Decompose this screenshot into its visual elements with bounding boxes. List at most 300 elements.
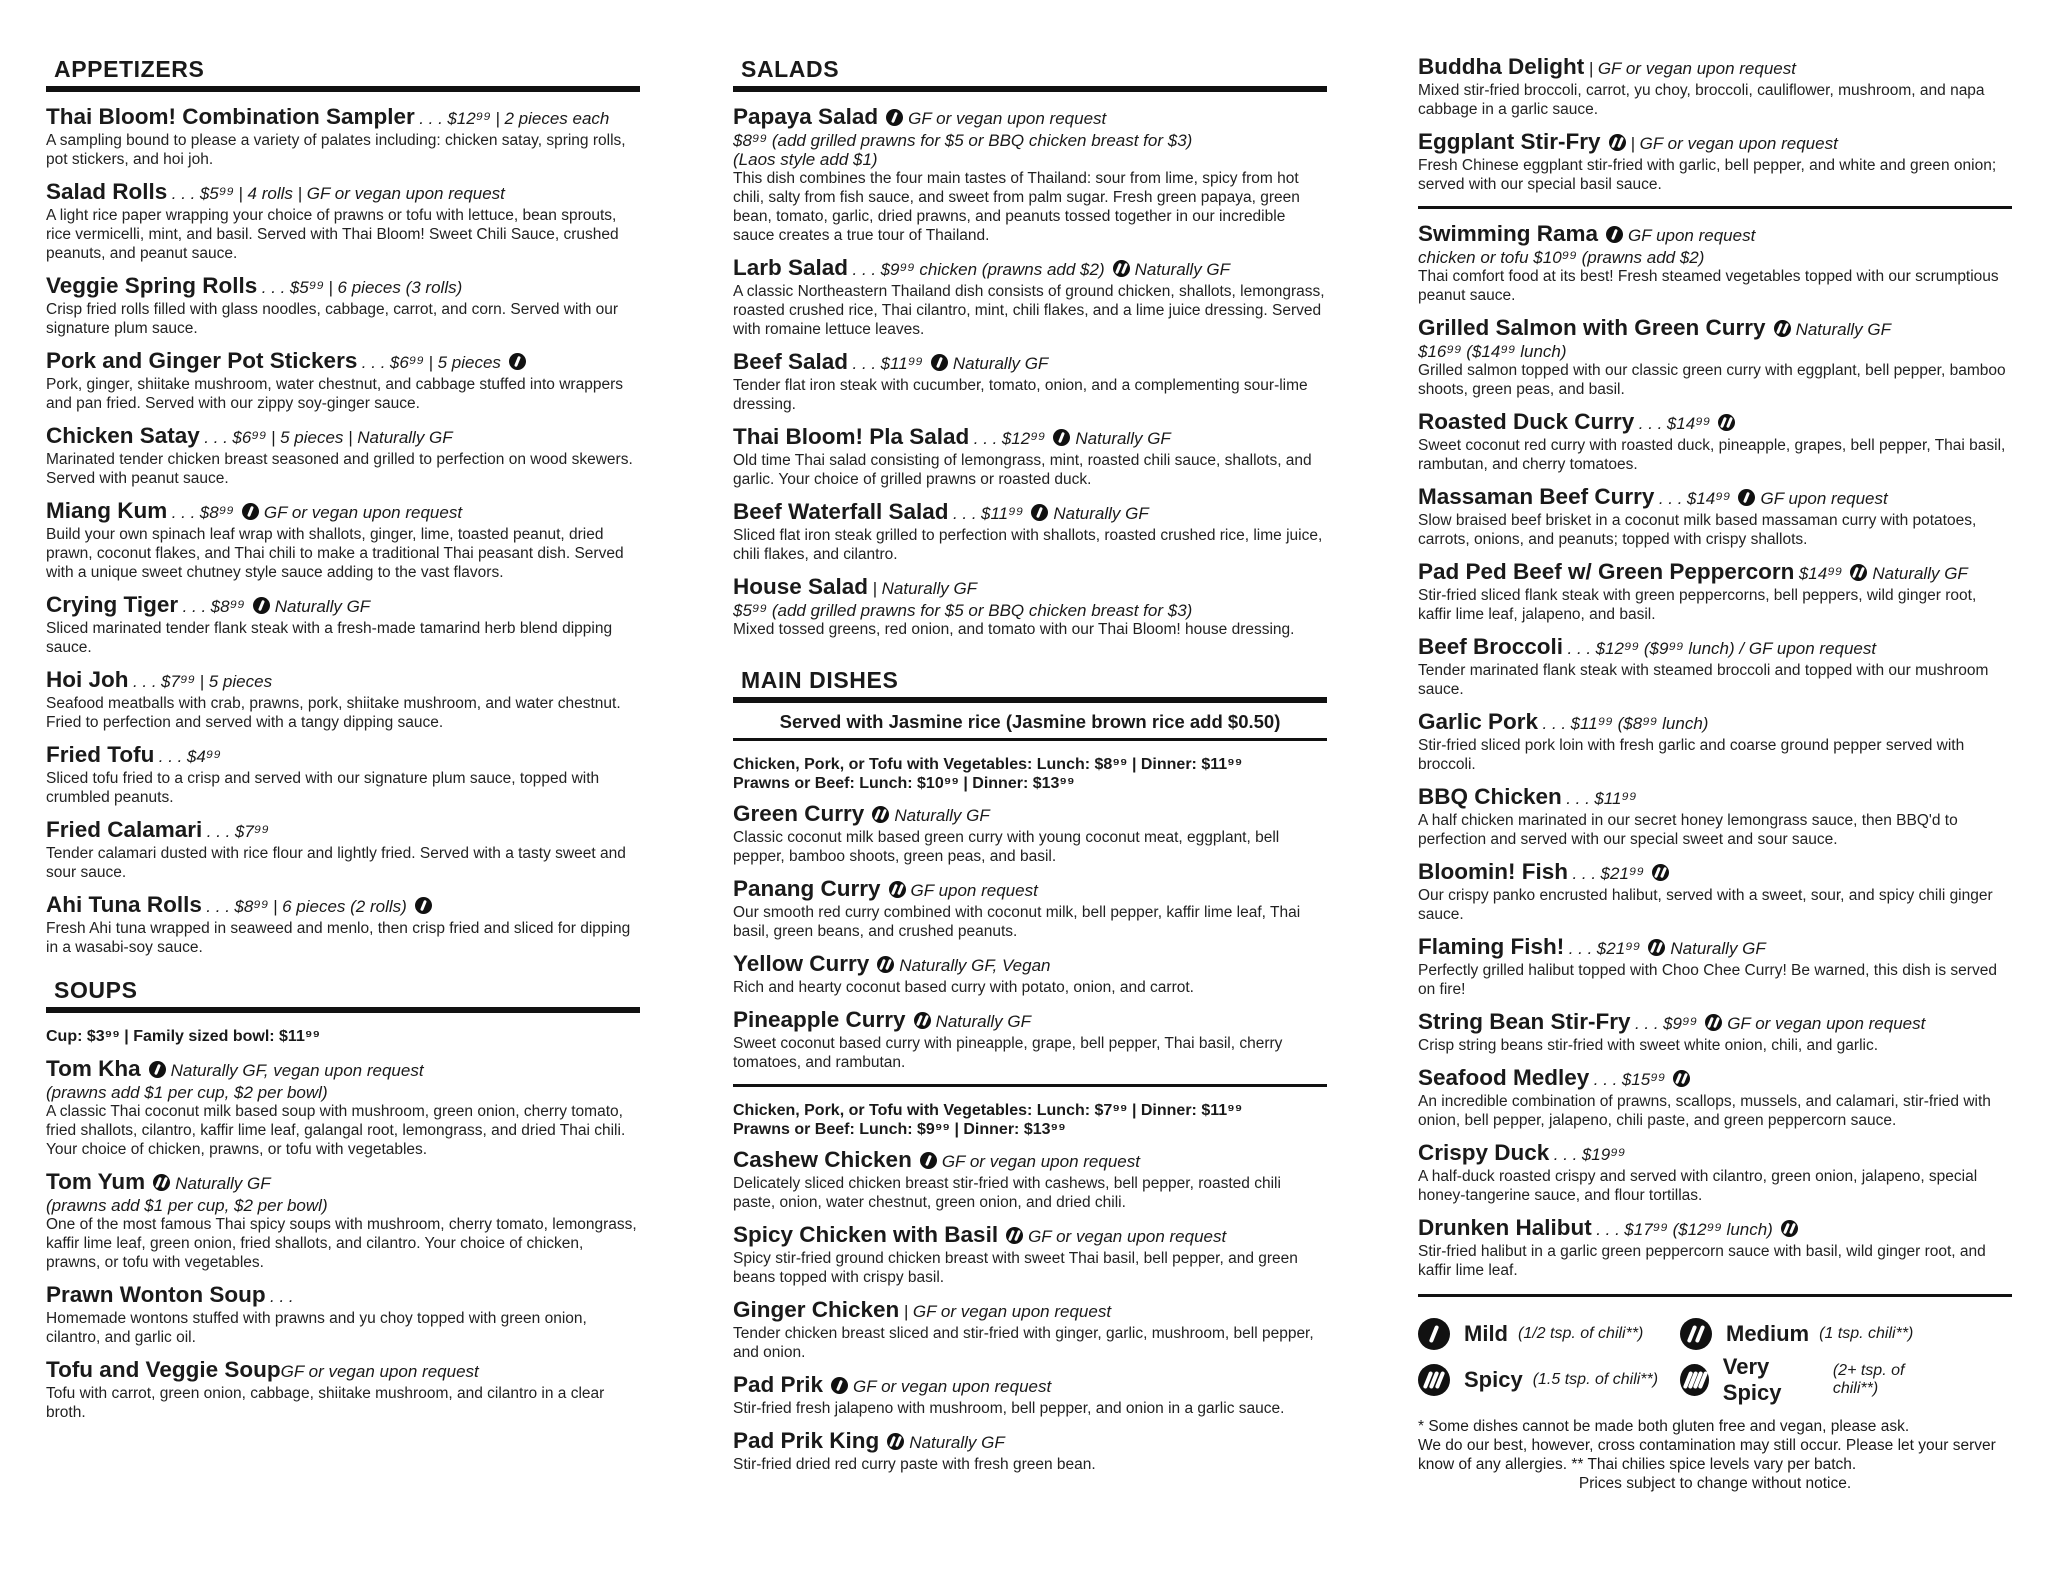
menu-item-description: Homemade wontons stuffed with prawns and yu choy topped with green onion, cilantro, and garlic oil. (46, 1310, 587, 1346)
menu-item-dots: . . . (132, 672, 157, 691)
menu-item (46, 181, 640, 263)
menu-item-meta: | 5 pieces (199, 672, 273, 691)
menu-item-price: $19⁹⁹ (1581, 1145, 1626, 1164)
menu-item-header (1418, 561, 2012, 586)
menu-item-price: $6⁹⁹ (389, 353, 424, 372)
menu-item-dietary: GF or vegan upon request (908, 109, 1107, 128)
vegetarian-list (1418, 56, 2012, 194)
section-heading-main-dishes: MAIN DISHES (733, 667, 1327, 703)
menu-item-name: Tom Kha (46, 1056, 141, 1081)
menu-item-meta: | GF or vegan upon request (903, 1302, 1112, 1321)
menu-item-description: Sliced tofu fried to a crisp and served with our signature plum sauce, topped with crumbled peanuts. (46, 770, 600, 806)
menu-item-description: Crisp fried rolls filled with glass noodles, cabbage, carrot, and corn. Served with our signature plum sauce. (46, 301, 619, 337)
menu-item (733, 1374, 1327, 1418)
menu-item-header (46, 350, 640, 375)
menu-item (1418, 411, 2012, 474)
legend-label: Medium (1726, 1321, 1810, 1346)
menu-item-header (1418, 861, 2012, 886)
menu-item-subprice: (prawns add $1 per cup, $2 per bowl) (46, 1196, 328, 1215)
menu-item-dots: . . . (261, 278, 286, 297)
menu-item-dots: . . . (182, 597, 207, 616)
menu-column-left (46, 0, 640, 1434)
menu-item (733, 576, 1327, 639)
legend-label: Very Spicy (1722, 1354, 1782, 1405)
menu-item-header (733, 426, 1327, 451)
menu-item-description: Tender marinated flank steak with steamed broccoli and topped with our mushroom sauce. (1418, 662, 1989, 698)
menu-item-subprice: $8⁹⁹ (add grilled prawns for $5 or BBQ chicken breast for $3) (733, 131, 1193, 150)
menu-item-dietary: Naturally GF (1795, 320, 1891, 339)
menu-item-subprice: (Laos style add $1) (733, 150, 878, 169)
menu-item-header (46, 594, 640, 619)
menu-item-name: Tofu and Veggie Soup (46, 1357, 281, 1382)
menu-item (1418, 861, 2012, 924)
menu-item-name: Fried Calamari (46, 817, 203, 842)
spice-legend (1418, 1311, 2012, 1403)
menu-item (1418, 1067, 2012, 1130)
menu-item-name: Tom Yum (46, 1169, 146, 1194)
menu-item (733, 501, 1327, 564)
menu-item-header (46, 744, 640, 769)
menu-item-description: Tender chicken breast sliced and stir-fried with ginger, garlic, mushroom, bell pepper, and onion. (733, 1325, 1314, 1361)
menu-item-dietary: Naturally GF (1075, 429, 1171, 448)
menu-item-price: $14⁹⁹ (1686, 489, 1731, 508)
menu-item-header (1418, 1142, 2012, 1167)
menu-item-price: $12⁹⁹ (1001, 429, 1046, 448)
menu-item-description: Mixed stir-fried broccoli, carrot, yu choy, broccoli, cauliflower, mushroom, and napa cabbage in a garlic sauce. (1418, 82, 1985, 118)
menu-item-dietary: Naturally GF (274, 597, 371, 616)
menu-item-header (46, 819, 640, 844)
menu-item (1418, 317, 2012, 399)
menu-item-dots: . . . (1593, 1070, 1618, 1089)
menu-item-dietary: Naturally GF (909, 1433, 1005, 1452)
legend-label: Spicy (1464, 1367, 1523, 1392)
menu-item-price: $4⁹⁹ (186, 747, 221, 766)
menu-item (733, 257, 1327, 339)
menu-item (1418, 223, 2012, 305)
group1-price-line: Prawns or Beef: Lunch: $10⁹⁹ | Dinner: $13⁹⁹ (733, 775, 1075, 792)
menu-item-dietary: GF or vegan upon request (1028, 1227, 1227, 1246)
menu-item (733, 1430, 1327, 1474)
menu-item-header (733, 953, 1327, 978)
menu-item-description: Fresh Ahi tuna wrapped in seaweed and menlo, then crisp fried and sliced for dipping in a wasabi-soy sauce. (46, 920, 631, 956)
menu-item-name: Papaya Salad (733, 104, 879, 129)
menu-item-dots: . . . (1596, 1220, 1620, 1239)
chili-medium-icon (1652, 864, 1669, 881)
menu-item-meta: | 5 pieces (428, 353, 501, 372)
chili-mild-icon (1053, 429, 1070, 446)
menu-item-dietary: GF upon request (1628, 226, 1756, 245)
menu-item-header (1418, 317, 2012, 342)
menu-item-name: Beef Broccoli (1418, 634, 1564, 659)
footnote (1418, 1417, 2012, 1493)
menu-item-dots: . . . (973, 429, 998, 448)
menu-item-description: Build your own spinach leaf wrap with shallots, ginger, lime, toasted peanut, dried prawn, coconut flakes, and Thai chili to make a traditional Thai peasant dish. Served with a unique sweet chutney style sauce adding to the vast flavors. (46, 526, 624, 581)
menu-item-header (46, 669, 640, 694)
menu-item (733, 878, 1327, 941)
menu-item-description: This dish combines the four main tastes of Thailand: sour from lime, spicy from hot chili, salty from fish sauce, and sweet from palm sugar. Fresh green papaya, green bean, tomato, garlic, dried prawns, and peanuts tossed together in our incredible sauce creates a true tour of Thailand. (733, 170, 1300, 244)
menu-item-description: Pork, ginger, shiitake mushroom, water chestnut, and cabbage stuffed into wrappers and pan fried. Served with our zippy soy-ginger sauce. (46, 376, 623, 412)
menu-item-name: BBQ Chicken (1418, 784, 1562, 809)
menu-item-meta: | 4 rolls | GF or vegan upon request (238, 184, 505, 203)
legend-very-spicy (1680, 1354, 1942, 1406)
menu-item-header (733, 576, 1327, 601)
menu-item (46, 894, 640, 957)
menu-item (46, 819, 640, 882)
menu-item (1418, 1217, 2012, 1280)
menu-item-description: Rich and hearty coconut based curry with potato, onion, and carrot. (733, 979, 1194, 996)
chili-medium-icon (889, 881, 906, 898)
menu-item-meta: | 2 pieces each (495, 109, 610, 128)
menu-item-description: Sweet coconut based curry with pineapple, grape, bell pepper, Thai basil, cherry tomatoes, and rambutan. (733, 1035, 1283, 1071)
menu-item-header (46, 894, 640, 919)
menu-item-meta: | 5 pieces | Naturally GF (270, 428, 453, 447)
menu-item-name: String Bean Stir-Fry (1418, 1009, 1631, 1034)
menu-item-price: $6⁹⁹ (232, 428, 267, 447)
menu-item-name: Pork and Ginger Pot Stickers (46, 348, 358, 373)
menu-item-name: Seafood Medley (1418, 1065, 1590, 1090)
menu-item-description: Fresh Chinese eggplant stir-fried with garlic, bell pepper, and white and green onion; served with our special basil sauce. (1418, 157, 1997, 193)
menu-item-description: Mixed tossed greens, red onion, and tomato with our Thai Bloom! house dressing. (733, 621, 1295, 638)
menu-item-name: Eggplant Stir-Fry (1418, 129, 1601, 154)
menu-item (46, 594, 640, 657)
group1-price-line: Chicken, Pork, or Tofu with Vegetables: Lunch: $8⁹⁹ | Dinner: $11⁹⁹ (733, 756, 1243, 773)
menu-item-meta: | 6 pieces (2 rolls) (272, 897, 407, 916)
menu-item-header (733, 1299, 1327, 1324)
menu-item-name: Hoi Joh (46, 667, 129, 692)
menu-item-description: Stir-fried dried red curry paste with fresh green bean. (733, 1456, 1096, 1473)
chili-medium-icon (914, 1012, 931, 1029)
menu-item-dots: . . . (1572, 864, 1597, 883)
menu-item-header (1418, 636, 2012, 661)
menu-item-header (1418, 786, 2012, 811)
chili-mild-icon (242, 503, 259, 520)
menu-item (733, 953, 1327, 997)
menu-item-name: Massaman Beef Curry (1418, 484, 1655, 509)
menu-item (1418, 131, 2012, 194)
menu-item (733, 106, 1327, 245)
menu-item-header (733, 257, 1327, 282)
menu-item-dietary: Naturally GF, Vegan (899, 956, 1051, 975)
menu-item-description: Stir-fried halibut in a garlic green peppercorn sauce with basil, wild ginger root, and kaffir lime leaf. (1418, 1243, 1986, 1279)
menu-item-name: Thai Bloom! Pla Salad (733, 424, 970, 449)
menu-item (1418, 636, 2012, 699)
chili-mild-icon (415, 897, 432, 914)
menu-item-dots: . . . (1638, 414, 1663, 433)
menu-item-name: Beef Waterfall Salad (733, 499, 949, 524)
menu-item-name: Garlic Pork (1418, 709, 1539, 734)
menu-item-name: Swimming Rama (1418, 221, 1599, 246)
group2-price-line: Prawns or Beef: Lunch: $9⁹⁹ | Dinner: $13⁹⁹ (733, 1121, 1066, 1138)
chili-mild-icon (831, 1377, 848, 1394)
menu-item-description: Sliced flat iron steak grilled to perfection with shallots, roasted crushed rice, lime juice, chili flakes, and cilantro. (733, 527, 1323, 563)
menu-item-dietary: GF upon request (1760, 489, 1888, 508)
menu-item (1418, 786, 2012, 849)
menu-item-name: Pad Ped Beef w/ Green Peppercorn (1418, 559, 1795, 584)
menu-item-meta: | 6 pieces (3 rolls) (328, 278, 463, 297)
chili-mild-icon (1738, 489, 1755, 506)
salads-list (733, 106, 1327, 639)
menu-item (733, 1149, 1327, 1212)
menu-item (1418, 711, 2012, 774)
menu-item-description: Tender calamari dusted with rice flour and lightly fried. Served with a tasty sweet and sour sauce. (46, 845, 626, 881)
menu-item-name: Ginger Chicken (733, 1297, 900, 1322)
legend-spicy (1418, 1364, 1680, 1396)
divider (733, 1084, 1327, 1087)
chili-medium-icon (887, 1433, 904, 1450)
menu-item-description: Sweet coconut red curry with roasted duck, pineapple, grapes, bell pepper, Thai basil, rambutan, and cherry tomatoes. (1418, 437, 2006, 473)
menu-item-meta: | Naturally GF (872, 579, 978, 598)
menu-item-dietary: GF or vegan upon request (280, 1362, 479, 1381)
menu-item (1418, 936, 2012, 999)
menu-item-description: A classic Thai coconut milk based soup with mushroom, green onion, cherry tomato, fried shallots, cilantro, kaffir lime leaf, galangal root, lemongrass, and dried Thai chili. Your choice of chicken, prawns, or tofu with vegetables. (46, 1103, 626, 1158)
menu-item-price: $11⁹⁹ ($8⁹⁹ lunch) (1570, 714, 1709, 733)
menu-item-description: Old time Thai salad consisting of lemongrass, mint, roasted chili sauce, shallots, and garlic. Your choice of grilled prawns or roasted duck. (733, 452, 1312, 488)
menu-item-name: Miang Kum (46, 498, 168, 523)
menu-item-name: Fried Tofu (46, 742, 155, 767)
menu-item-description: Tofu with carrot, green onion, cabbage, shiitake mushroom, and cilantro in a clear broth. (46, 1385, 605, 1421)
menu-item (1418, 561, 2012, 624)
menu-item-subprice: $5⁹⁹ (add grilled prawns for $5 or BBQ chicken breast for $3) (733, 601, 1193, 620)
menu-item-dots: . . . (852, 260, 877, 279)
menu-item-dots: . . . (206, 897, 230, 916)
menu-item-header (46, 1359, 640, 1384)
menu-item-dots: . . . (361, 353, 386, 372)
menu-item-name: House Salad (733, 574, 869, 599)
menu-item-price: $11⁹⁹ (981, 504, 1024, 523)
chili-medium-icon (1006, 1227, 1023, 1244)
menu-item-name: Green Curry (733, 801, 865, 826)
legend-note: (2+ tsp. of chili**) (1832, 1362, 1905, 1397)
menu-item-name: Cashew Chicken (733, 1147, 912, 1172)
menu-item-header (1418, 1011, 2012, 1036)
menu-item-header (733, 1009, 1327, 1034)
menu-item (733, 426, 1327, 489)
menu-item-description: An incredible combination of prawns, scallops, mussels, and calamari, stir-fried with onion, bell pepper, jalapeno, chili paste, and green peppercorn sauce. (1418, 1093, 1991, 1129)
menu-item-description: One of the most famous Thai spicy soups with mushroom, cherry tomato, lemongrass, kaffir lime leaf, green onion, fried shallots, and cilantro. Your choice of chicken, prawns, or tofu with vegetables. (46, 1216, 637, 1271)
menu-item (1418, 486, 2012, 549)
menu-item-header (46, 425, 640, 450)
menu-item-price: $7⁹⁹ (161, 672, 196, 691)
menu-item (46, 350, 640, 413)
menu-item-header (733, 878, 1327, 903)
chili-medium-icon (1774, 320, 1791, 337)
menu-item-description: A classic Northeastern Thailand dish consists of ground chicken, shallots, lemongrass, roasted crushed rice, Thai cilantro, mint, chili flakes, and a lime juice dressing. Served with romaine lettuce leaves. (733, 283, 1325, 338)
divider (1418, 1294, 2012, 1297)
menu-column-middle (733, 0, 1327, 1486)
menu-item-header (1418, 711, 2012, 736)
menu-item-header (1418, 1217, 2012, 1242)
menu-item-description: Crisp string beans stir-fried with sweet white onion, chili, and garlic. (1418, 1037, 1879, 1054)
menu-item-name: Crying Tiger (46, 592, 179, 617)
menu-item-dots: . . . (171, 503, 196, 522)
menu-item-dietary: GF or vegan upon request (853, 1377, 1052, 1396)
chili-mild-icon (149, 1061, 166, 1078)
chili-spicy-icon (1418, 1364, 1450, 1396)
legend-note: (1.5 tsp. of chili**) (1532, 1371, 1659, 1388)
menu-item-price: $21⁹⁹ (1600, 864, 1645, 883)
menu-item (46, 500, 640, 582)
served-with-note: Served with Jasmine rice (Jasmine brown rice add $0.50) (733, 709, 1327, 741)
chili-mild-icon (509, 353, 526, 370)
menu-item-price: $8⁹⁹ (210, 597, 245, 616)
menu-item-description: Marinated tender chicken breast seasoned and grilled to perfection on wood skewers. Served with peanut sauce. (46, 451, 633, 487)
menu-item-price: $21⁹⁹ (1596, 939, 1641, 958)
menu-item-dots: . . . (1634, 1014, 1659, 1033)
menu-item-description: Perfectly grilled halibut topped with Choo Chee Curry! Be warned, this dish is served on fire! (1418, 962, 1997, 998)
menu-item-description: Stir-fried sliced flank steak with green peppercorns, bell peppers, wild ginger root, kaffir lime leaf, jalapeno, and basil. (1418, 587, 1977, 623)
menu-item-price: $8⁹⁹ (234, 897, 269, 916)
menu-item-description: Seafood meatballs with crab, prawns, pork, shiitake mushroom, and water chestnut. Fried to perfection and served with a tangy dipping sauce. (46, 695, 621, 731)
menu-item-name: Chicken Satay (46, 423, 200, 448)
menu-item-dietary: GF upon request (910, 881, 1038, 900)
menu-item-header (1418, 411, 2012, 436)
section-heading-soups: SOUPS (46, 977, 640, 1013)
menu-item-dots: . . . (206, 822, 231, 841)
menu-item-name: Crispy Duck (1418, 1140, 1550, 1165)
menu-item-header (46, 1058, 640, 1083)
menu-item (733, 1299, 1327, 1362)
menu-item-description: Stir-fried fresh jalapeno with mushroom, bell pepper, and onion in a garlic sauce. (733, 1400, 1285, 1417)
chili-mild-icon (920, 1152, 937, 1169)
menu-item-description: Our crispy panko encrusted halibut, served with a sweet, sour, and spicy chili ginger sauce. (1418, 887, 1993, 923)
menu-item-price: $5⁹⁹ (199, 184, 234, 203)
menu-item-dietary: Naturally GF (894, 806, 990, 825)
menu-item-header (733, 1224, 1327, 1249)
menu-item (46, 744, 640, 807)
menu-item-dots: . . . (270, 1287, 294, 1306)
menu-item-header (46, 500, 640, 525)
menu-item-header (1418, 1067, 2012, 1092)
chili-medium-icon (1781, 1220, 1798, 1237)
footnote-line: * Some dishes cannot be made both gluten free and vegan, please ask. (1418, 1418, 1910, 1435)
menu-item-description: A sampling bound to please a variety of palates including: chicken satay, spring rolls, pot stickers, and hoi joh. (46, 132, 626, 168)
menu-item (46, 106, 640, 169)
menu-item-name: Pad Prik King (733, 1428, 880, 1453)
menu-item-header (1418, 223, 2012, 248)
section-heading-appetizers: APPETIZERS (46, 56, 640, 92)
legend-medium (1680, 1318, 1942, 1350)
chili-medium-icon (153, 1174, 170, 1191)
menu-item (1418, 56, 2012, 119)
menu-item-description: Spicy stir-fried ground chicken breast with sweet Thai basil, bell pepper, and green beans topped with crispy basil. (733, 1250, 1298, 1286)
chili-medium-icon (877, 956, 894, 973)
menu-item-dots: . . . (952, 504, 977, 523)
chili-mild-icon (1418, 1318, 1450, 1350)
chili-mild-icon (931, 354, 948, 371)
menu-item-price: $9⁹⁹ chicken (prawns add $2) (880, 260, 1105, 279)
menu-item-header (733, 106, 1327, 131)
chili-medium-icon (1648, 939, 1665, 956)
menu-item-meta: | GF or vegan upon request (1588, 59, 1796, 78)
menu-item-description: Classic coconut milk based green curry with young coconut meat, eggplant, bell pepper, bamboo shoots, green peas, and basil. (733, 829, 1280, 865)
menu-item-price: $11⁹⁹ (1594, 789, 1637, 808)
menu-item (733, 1009, 1327, 1072)
menu-item-dietary: GF or vegan upon request (941, 1152, 1140, 1171)
menu-item-name: Grilled Salmon with Green Curry (1418, 315, 1766, 340)
menu-item (46, 1359, 640, 1422)
menu-item-header (1418, 131, 2012, 156)
menu-item (733, 351, 1327, 414)
menu-item (733, 803, 1327, 866)
menu-item-header (46, 1171, 640, 1196)
menu-item-price: $7⁹⁹ (234, 822, 269, 841)
menu-item (1418, 1011, 2012, 1055)
menu-item-subprice: chicken or tofu $10⁹⁹ (prawns add $2) (1418, 248, 1705, 267)
chili-medium-icon (1609, 134, 1626, 151)
menu-item-dots: . . . (419, 109, 443, 128)
menu-item-name: Salad Rolls (46, 179, 168, 204)
menu-item-name: Spicy Chicken with Basil (733, 1222, 999, 1247)
menu-item-header (46, 1284, 640, 1309)
chili-mild-icon (886, 109, 903, 126)
menu-item-subprice: $16⁹⁹ ($14⁹⁹ lunch) (1418, 342, 1567, 361)
menu-item-name: Yellow Curry (733, 951, 870, 976)
section-heading-salads: SALADS (733, 56, 1327, 92)
menu-item-header (733, 1149, 1327, 1174)
house-specials-list (1418, 223, 2012, 1280)
menu-item-dietary: Naturally GF (175, 1174, 271, 1193)
chili-medium-icon (1718, 414, 1735, 431)
legend-label: Mild (1464, 1321, 1508, 1346)
menu-item-price: $8⁹⁹ (199, 503, 234, 522)
menu-item-dietary: Naturally GF (1053, 504, 1149, 523)
menu-item (733, 1224, 1327, 1287)
menu-item-name: Panang Curry (733, 876, 881, 901)
menu-item (1418, 1142, 2012, 1205)
menu-item-description: Slow braised beef brisket in a coconut milk based massaman curry with potatoes, carrots, onions, and peanuts; topped with crispy shallots. (1418, 512, 1977, 548)
menu-item-header (46, 275, 640, 300)
menu-item-price: $14⁹⁹ (1666, 414, 1711, 433)
menu-item-name: Pineapple Curry (733, 1007, 906, 1032)
menu-item-header (1418, 486, 2012, 511)
menu-item-dots: . . . (158, 747, 183, 766)
menu-item-name: Roasted Duck Curry (1418, 409, 1635, 434)
menu-item (46, 1058, 640, 1159)
group2-price-line: Chicken, Pork, or Tofu with Vegetables: Lunch: $7⁹⁹ | Dinner: $11⁹⁹ (733, 1102, 1243, 1119)
menu-item-name: Buddha Delight (1418, 54, 1585, 79)
menu-item-name: Prawn Wonton Soup (46, 1282, 266, 1307)
appetizers-list (46, 106, 640, 957)
menu-item-dots: . . . (1658, 489, 1683, 508)
menu-item-dots: . . . (1568, 939, 1593, 958)
menu-item-dots: . . . (171, 184, 196, 203)
menu-item-description: Stir-fried sliced pork loin with fresh garlic and coarse ground pepper served with broccoli. (1418, 737, 1965, 773)
menu-item (46, 1284, 640, 1347)
menu-item-description: Sliced marinated tender flank steak with a fresh-made tamarind herb blend dipping sauce. (46, 620, 613, 656)
menu-item-header (733, 803, 1327, 828)
chili-medium-icon (1680, 1318, 1712, 1350)
menu-item-name: Pad Prik (733, 1372, 824, 1397)
menu-item-description: Grilled salmon topped with our classic green curry with eggplant, bell pepper, bamboo shoots, green peas, and basil. (1418, 362, 2006, 398)
menu-item-name: Veggie Spring Rolls (46, 273, 258, 298)
menu-item-header (733, 1374, 1327, 1399)
menu-item-dietary: Naturally GF (935, 1012, 1031, 1031)
menu-item-name: Drunken Halibut (1418, 1215, 1592, 1240)
menu-item-price: $15⁹⁹ (1621, 1070, 1666, 1089)
menu-item-dietary: Naturally GF (952, 354, 1049, 373)
footnote-line: We do our best, however, cross contamination may still occur. Please let your server know of any allergies. ** Thai chilies spice levels vary per batch. (1418, 1437, 1996, 1473)
legend-mild (1418, 1318, 1680, 1350)
menu-item-dots: . . . (1567, 639, 1592, 658)
menu-item-dietary: GF or vegan upon request (1727, 1014, 1926, 1033)
menu-item-price: $14⁹⁹ (1798, 564, 1843, 583)
menu-item-description: Thai comfort food at its best! Fresh steamed vegetables topped with our scrumptious peanut sauce. (1418, 268, 1999, 304)
menu-item (46, 275, 640, 338)
menu-item-price: $12⁹⁹ ($9⁹⁹ lunch) / GF upon request (1595, 639, 1877, 658)
menu-item-price: $12⁹⁹ (447, 109, 491, 128)
menu-item-name: Larb Salad (733, 255, 849, 280)
legend-note: (1/2 tsp. of chili**) (1518, 1325, 1644, 1342)
